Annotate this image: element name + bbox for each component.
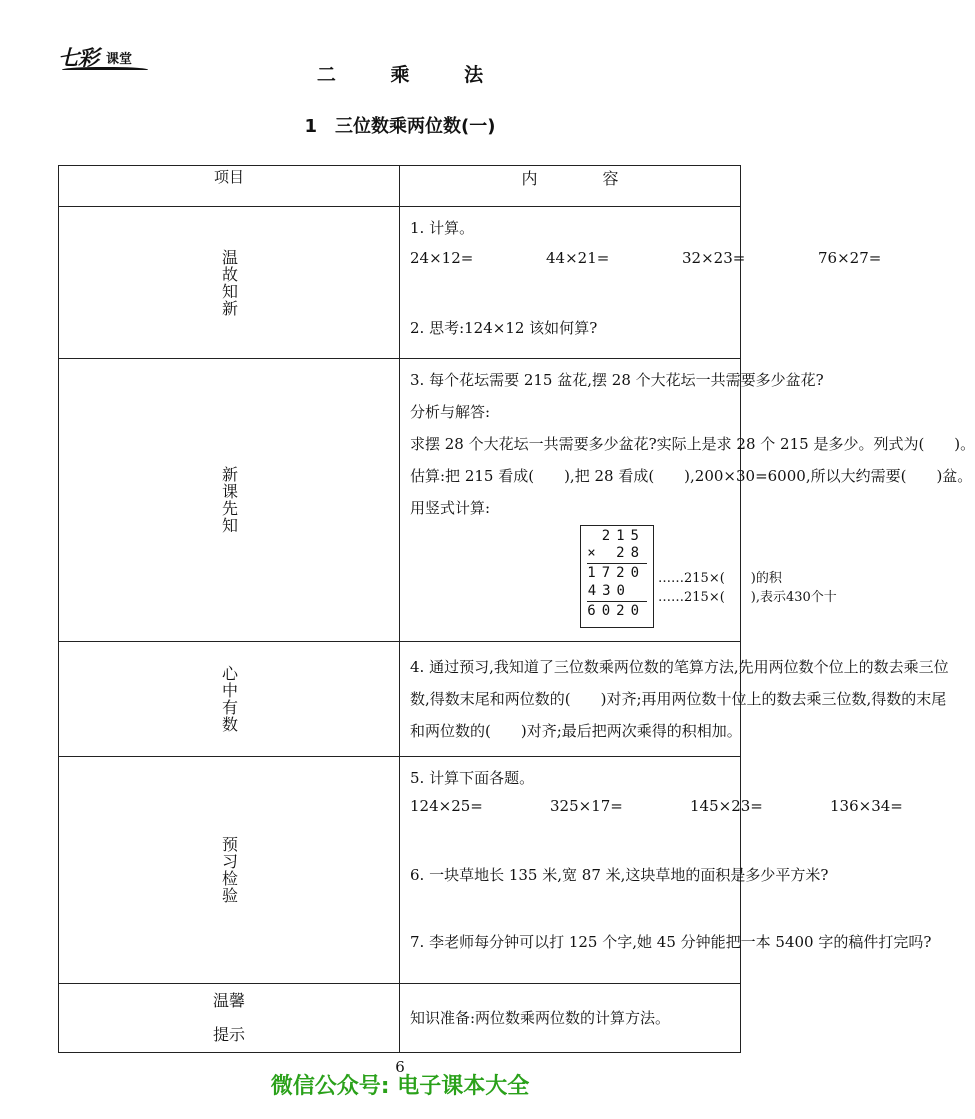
lesson-name: 三位数乘两位数(一) — [335, 116, 496, 137]
vert-note-2: ……215×( ),表示430个十 — [658, 590, 837, 605]
expression: 44×21= — [546, 249, 610, 267]
vert-row: 1720 — [587, 565, 645, 581]
expression: 76×27= — [818, 249, 882, 267]
lesson-number: 1 — [304, 116, 318, 137]
section-mind — [59, 642, 741, 757]
question-6: 6. 一块草地长 135 米,宽 87 米,这块草地的面积是多少平方米? — [410, 866, 829, 884]
section-label: 预习检验 — [219, 836, 239, 904]
analysis-line-3: 用竖式计算: — [410, 499, 491, 517]
expression: 24×12= — [410, 249, 474, 267]
vert-row: 215 — [601, 528, 645, 544]
tip-text: 知识准备:两位数乘两位数的计算方法。 — [410, 1009, 671, 1027]
expression: 124×25= — [410, 797, 483, 815]
logo-sub: 课堂 — [106, 52, 133, 67]
question-4-line-2: 数,得数末尾和两位数的( )对齐;再用两位数十位上的数去乘三位数,得数的末尾 — [410, 690, 947, 708]
vert-row: × 28 — [587, 545, 645, 561]
vertical-calculation — [580, 525, 654, 628]
check-expressions — [410, 797, 970, 815]
section-label: 新课先知 — [219, 466, 239, 534]
vert-note-1: ……215×( )的积 — [658, 571, 782, 586]
section-new — [59, 359, 741, 642]
section-tip — [59, 984, 741, 1053]
page-number: 6 — [395, 1058, 405, 1076]
worksheet-table — [58, 165, 975, 1053]
question-4-line-1: 4. 通过预习,我知道了三位数乘两位数的笔算方法,先用两位数个位上的数去乘三位 — [410, 658, 949, 676]
question-3: 3. 每个花坛需要 215 盆花,摆 28 个大花坛一共需要多少盆花? — [410, 371, 824, 389]
question-4-line-3: 和两位数的( )对齐;最后把两次乘得的积相加。 — [410, 722, 742, 740]
analysis-heading: 分析与解答: — [410, 403, 491, 421]
expression: 32×23= — [682, 249, 746, 267]
table-header-row — [59, 166, 741, 207]
watermark: 微信公众号: 电子课本大全 — [270, 1074, 530, 1099]
section-review — [59, 207, 741, 359]
expression: 136×34= — [830, 797, 903, 815]
question-5: 5. 计算下面各题。 — [410, 769, 535, 787]
vert-row: 430 — [587, 583, 631, 599]
section-label: 心中有数 — [219, 665, 239, 733]
chapter-title: 二 乘 法 — [316, 64, 508, 86]
analysis-line-2: 估算:把 215 看成( ),把 28 看成( ),200×30=6000,所以大约需要( )盆。 — [410, 467, 973, 485]
vert-rule — [587, 601, 647, 602]
review-expressions — [410, 249, 970, 267]
expression: 145×23= — [690, 797, 763, 815]
expression: 325×17= — [550, 797, 623, 815]
question-7: 7. 李老师每分钟可以打 125 个字,她 45 分钟能把一本 5400 字的稿件打完吗? — [410, 933, 932, 951]
vert-row: 6020 — [587, 603, 645, 619]
lesson-title — [0, 112, 800, 138]
section-label: 温故知新 — [219, 248, 239, 317]
header-content: 内 容 — [400, 166, 741, 207]
logo-brand: 七彩 — [58, 46, 98, 70]
vert-rule — [587, 563, 647, 564]
section-check — [59, 757, 741, 984]
analysis-line-1: 求摆 28 个大花坛一共需要多少盆花?实际上是求 28 个 215 是多少。列式为( )。 — [410, 435, 975, 453]
header-item: 项目 — [59, 166, 400, 207]
section-label: 温馨提示 — [212, 991, 245, 1044]
question-2: 2. 思考:124×12 该如何算? — [410, 319, 598, 337]
question-1: 1. 计算。 — [410, 219, 475, 237]
